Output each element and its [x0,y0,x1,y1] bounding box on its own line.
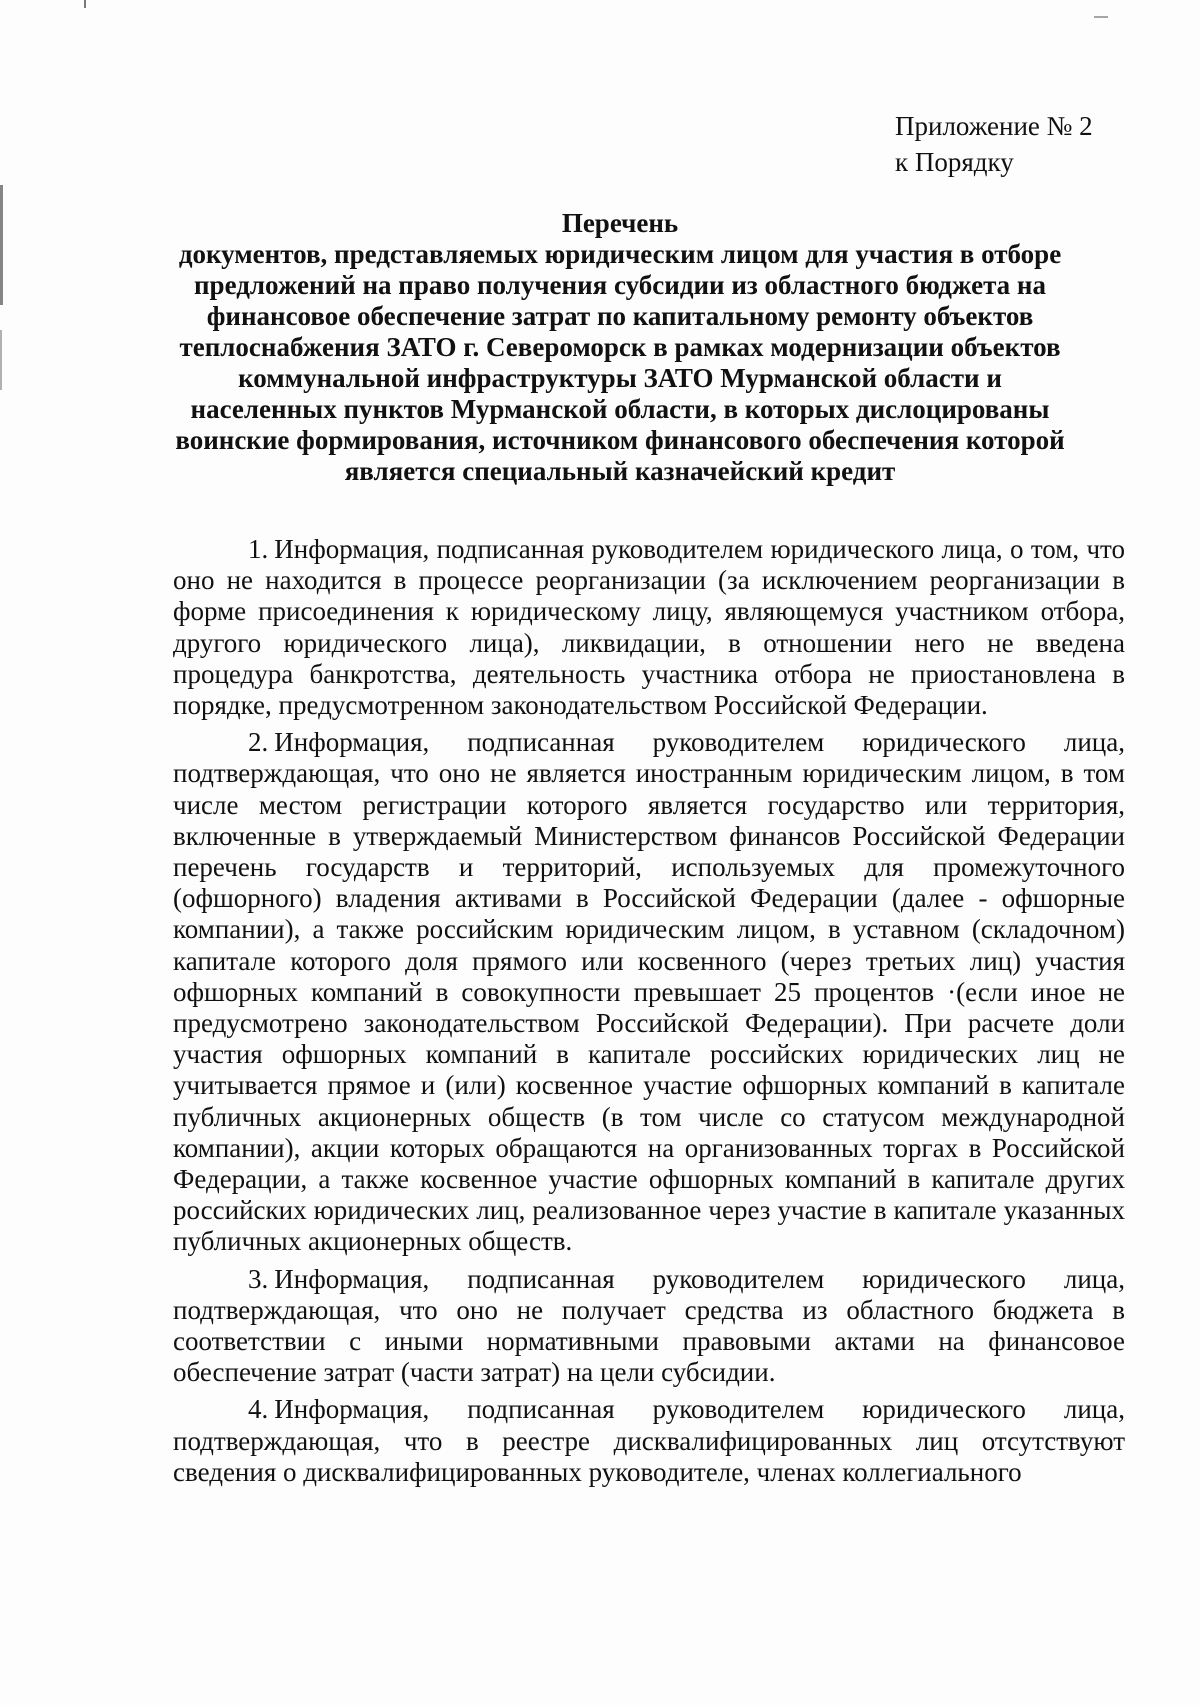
appendix-reference [895,108,1093,180]
scan-edge-mark [0,185,3,305]
list-item [173,727,1125,1257]
scan-dash-mark [1094,16,1108,18]
item-text: Информация, подписанная руководителем юридического лица, подтверждающая, что в реестре дисквалифицированных лиц отсутствуют сведения о дисквалифицированных руководителе, членах коллегиального [173,1394,1125,1487]
list-item [173,1264,1125,1389]
item-text: Информация, подписанная руководителем юридического лица, подтверждающая, что оно не получает средства из областного бюджета в соответствии с иными нормативными правовыми актами на финансовое обеспечение затрат (части затрат) на цели субсидии. [173,1263,1125,1388]
title-subtitle: документов, представляемых юридическим лицом для участия в отборе предложений на право получения субсидии из областного бюджета на финансовое обеспечение затрат по капитальному ремонту объектов теплоснабжения ЗАТО г. Североморск в рамках модернизации объектов коммунальной инфраструктуры ЗАТО Мурманской области и населенных пунктов Мурманской области, в которых дислоцированы воинские формирования, источником финансового обеспечения которой является специальный казначейский кредит [175,239,1065,486]
appendix-target: к Порядку [895,147,1014,177]
appendix-number: Приложение № 2 [895,111,1093,141]
item-text: Информация, подписанная руководителем юридического лица, подтверждающая, что оно не является иностранным юридическим лицом, в том числе местом регистрации которого является государство или территория, включенные в утверждаемый Министерством финансов Российской Федерации перечень государств и территорий, используемых для промежуточного (офшорного) владения активами в Российской Федерации (далее - офшорные компании), а также российским юридическим лицом, в уставном (складочном) капитале которого доля прямого или косвенного (через третьих лиц) участия офшорных компаний в совокупности превышает 25 процентов ·(если иное не предусмотрено законодательством Российской Федерации). При расчете доли участия офшорных компаний в капитале российских юридических лиц не учитывается прямое и (или) косвенное участие офшорных компаний в капитале публичных акционерных обществ (в том числе со статусом международной компании), акции которых обращаются на организованных торгах в Российской Федерации, а также косвенное участие офшорных компаний в капитале других российских юридических лиц, реализованное через участие в капитале указанных публичных акционерных обществ. [173,727,1125,1257]
document-title [170,208,1070,487]
scan-edge-mark [0,330,2,390]
item-number: 3. [248,1263,269,1294]
document-body [173,534,1125,1494]
item-text: Информация, подписанная руководителем юридического лица, о том, что оно не находится в процессе реорганизации (за исключением реорганизации в форме присоединения к юридическому лицу, являющемуся участником отбора, другого юридического лица), ликвидации, в отношении него не введена процедура банкротства, деятельность участника отбора не приостановлена в порядке, предусмотренном законодательством Российской Федерации. [173,534,1125,721]
scan-tick-mark [84,0,86,8]
list-item [173,534,1125,721]
list-item [173,1394,1125,1488]
item-number: 1. [248,534,269,564]
title-heading: Перечень [561,208,679,238]
item-number: 4. [248,1394,269,1425]
item-number: 2. [248,727,269,758]
